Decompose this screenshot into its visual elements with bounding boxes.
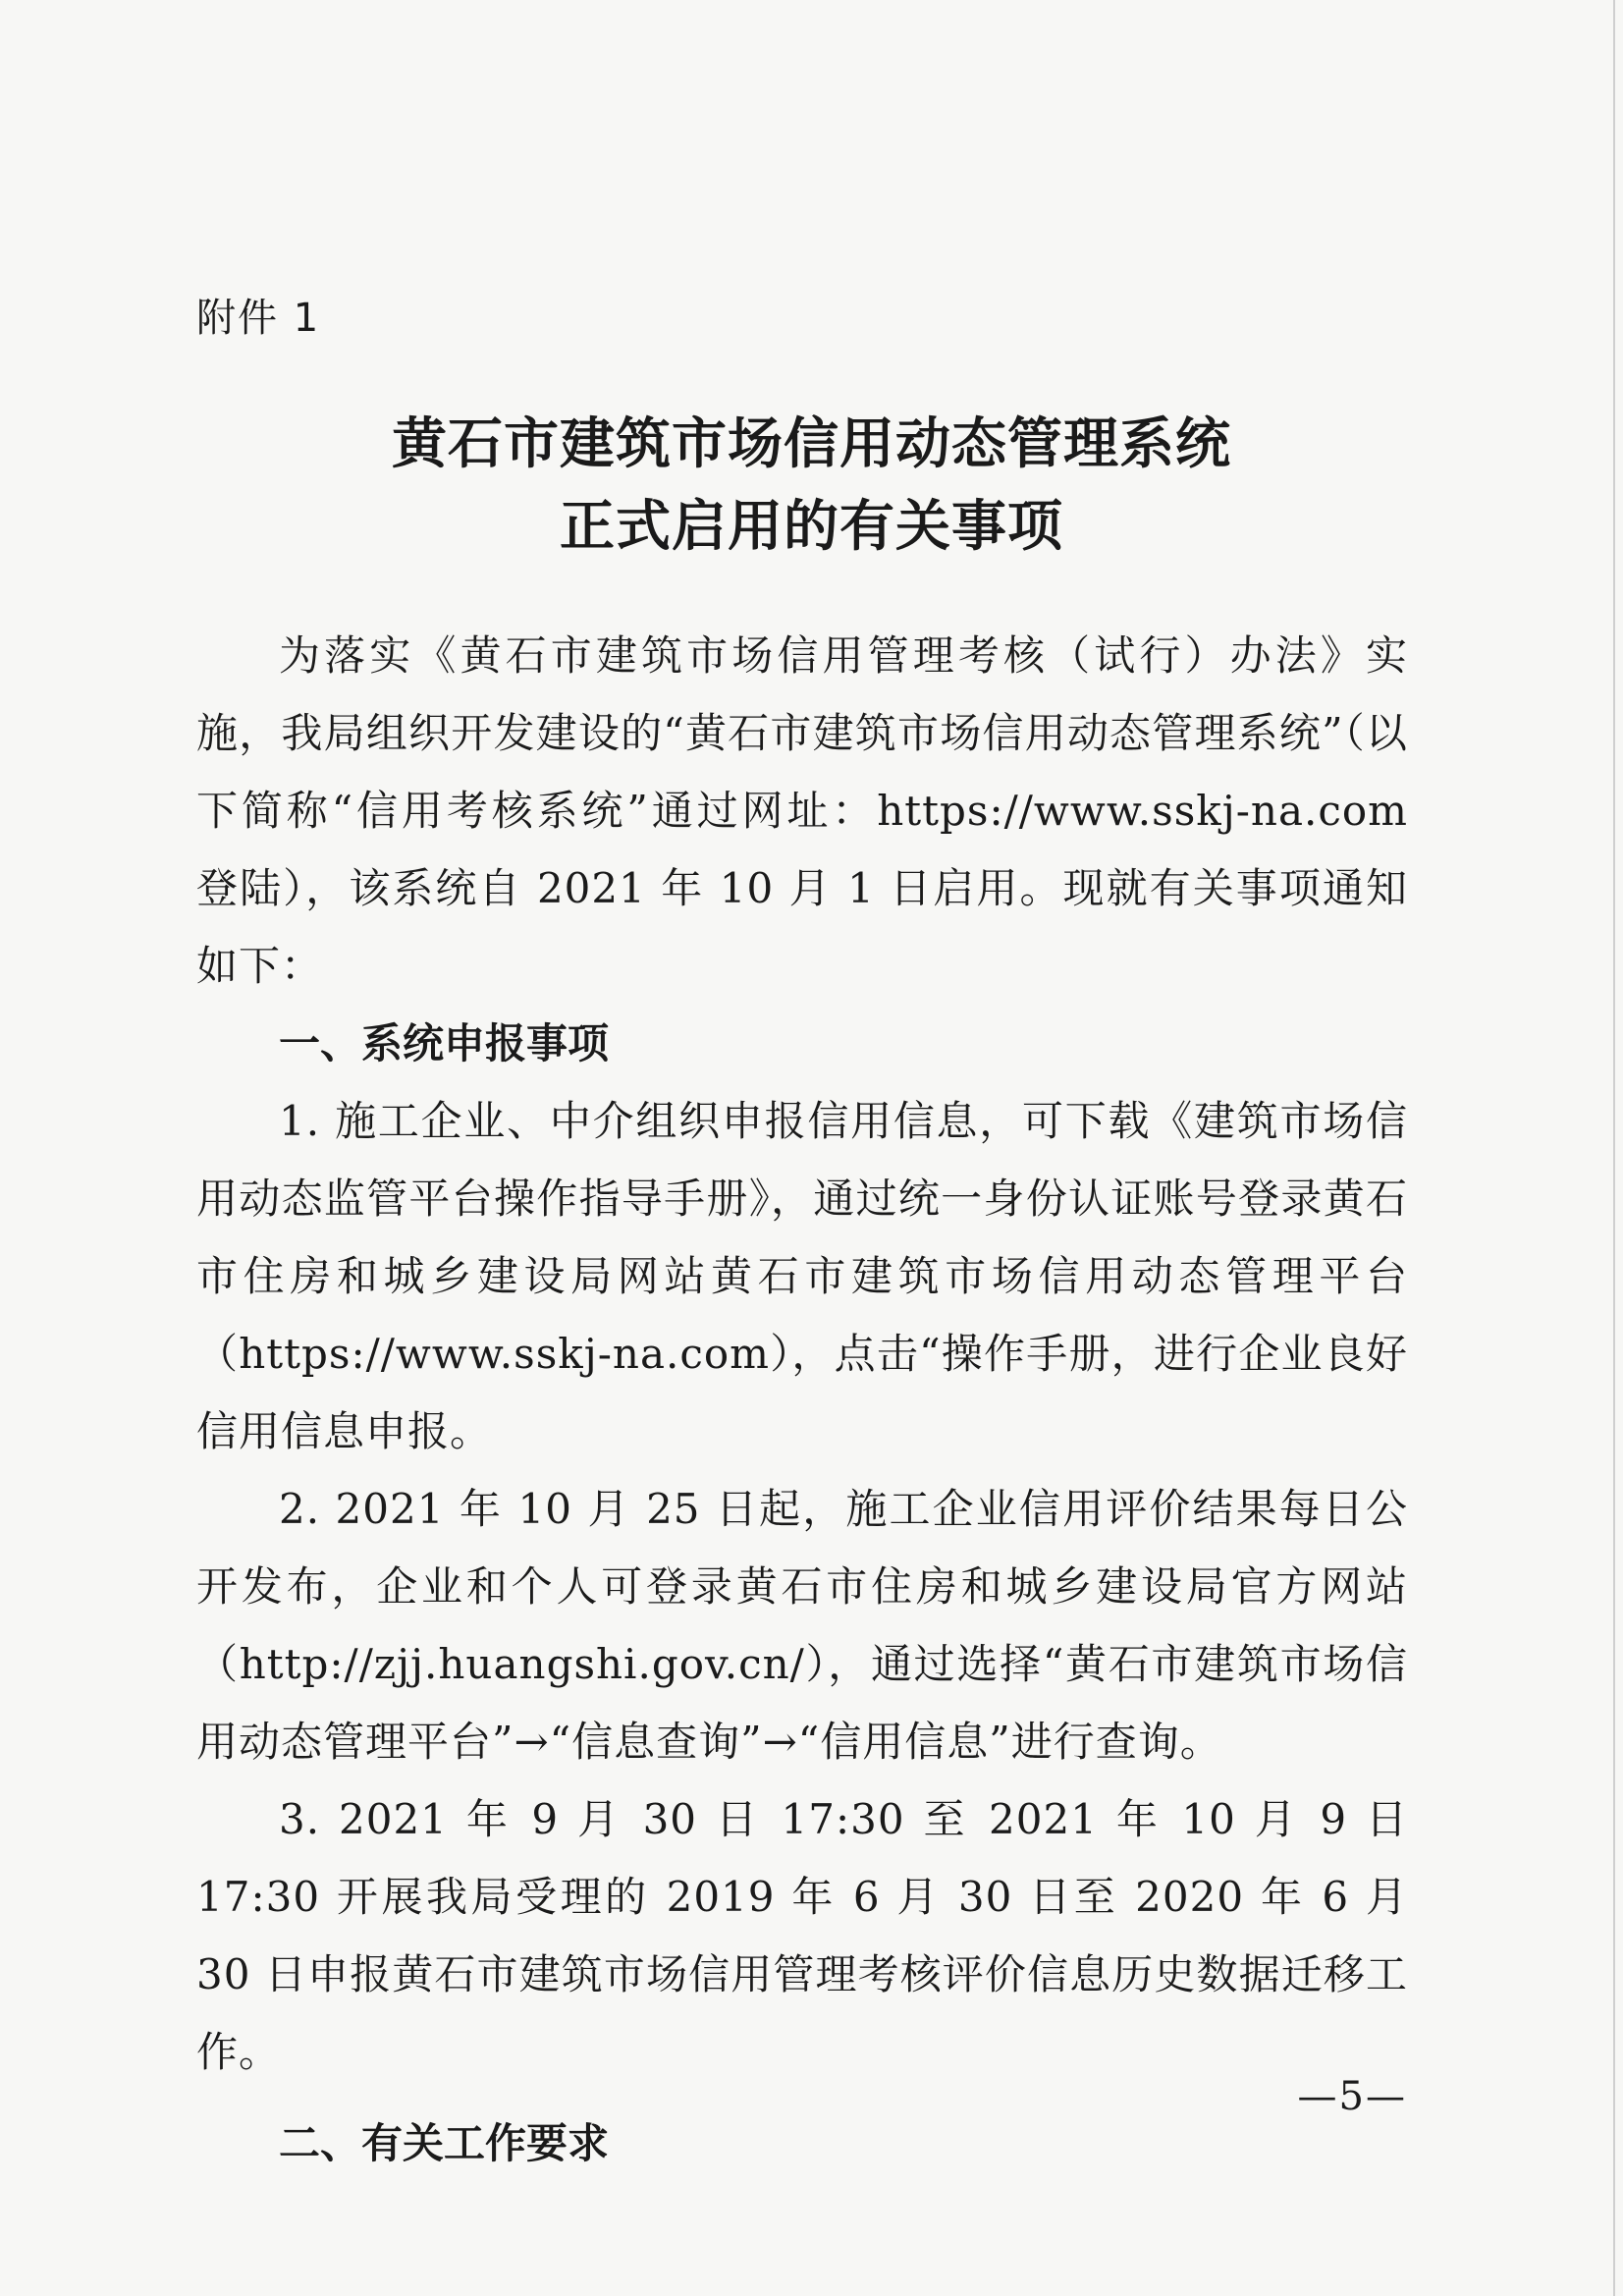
title-line-2: 正式启用的有关事项 [560,494,1063,559]
document-body [196,617,1408,2182]
section-1-item-2: 2. 2021 年 10 月 25 日起，施工企业信用评价结果每日公开发布，企业和个人可登录黄石市住房和城乡建设局官方网站（http://zjj.huangshi.gov.cn/），通过选择“黄石市建筑市场信用动态管理平台”→“信息查询”→“信用信息”进行查询。 [196,1485,1408,1766]
title-line-1: 黄石市建筑市场信用动态管理系统 [392,411,1231,476]
section-1-item-3: 3. 2021 年 9 月 30 日 17:30 至 2021 年 10 月 9 日 17:30 开展我局受理的 2019 年 6 月 30 日至 2020 年 6 月 30 日申报黄石市建筑市场信用管理考核评价信息历史数据迁移工作。 [196,1795,1408,2076]
page-number: —5— [1297,2074,1407,2119]
intro-paragraph: 为落实《黄石市建筑市场信用管理考核（试行）办法》实施，我局组织开发建设的“黄石市建筑市场信用动态管理系统”（以下简称“信用考核系统”通过网址：https://www.sskj-na.com 登陆），该系统自 2021 年 10 月 1 日启用。现就有关事项通知如下： [196,631,1408,990]
page-edge-shadow [1613,0,1615,2296]
section-1-item-1: 1. 施工企业、中介组织申报信用信息，可下载《建筑市场信用动态监管平台操作指导手册》，通过统一身份认证账号登录黄石市住房和城乡建设局网站黄石市建筑市场信用动态管理平台（https://www.sskj-na.com），点击“操作手册，进行企业良好信用信息申报。 [196,1097,1408,1455]
section-1-heading: 一、系统申报事项 [279,1019,610,1067]
attachment-label: 附件 1 [196,296,321,341]
section-2-heading: 二、有关工作要求 [279,2119,610,2167]
